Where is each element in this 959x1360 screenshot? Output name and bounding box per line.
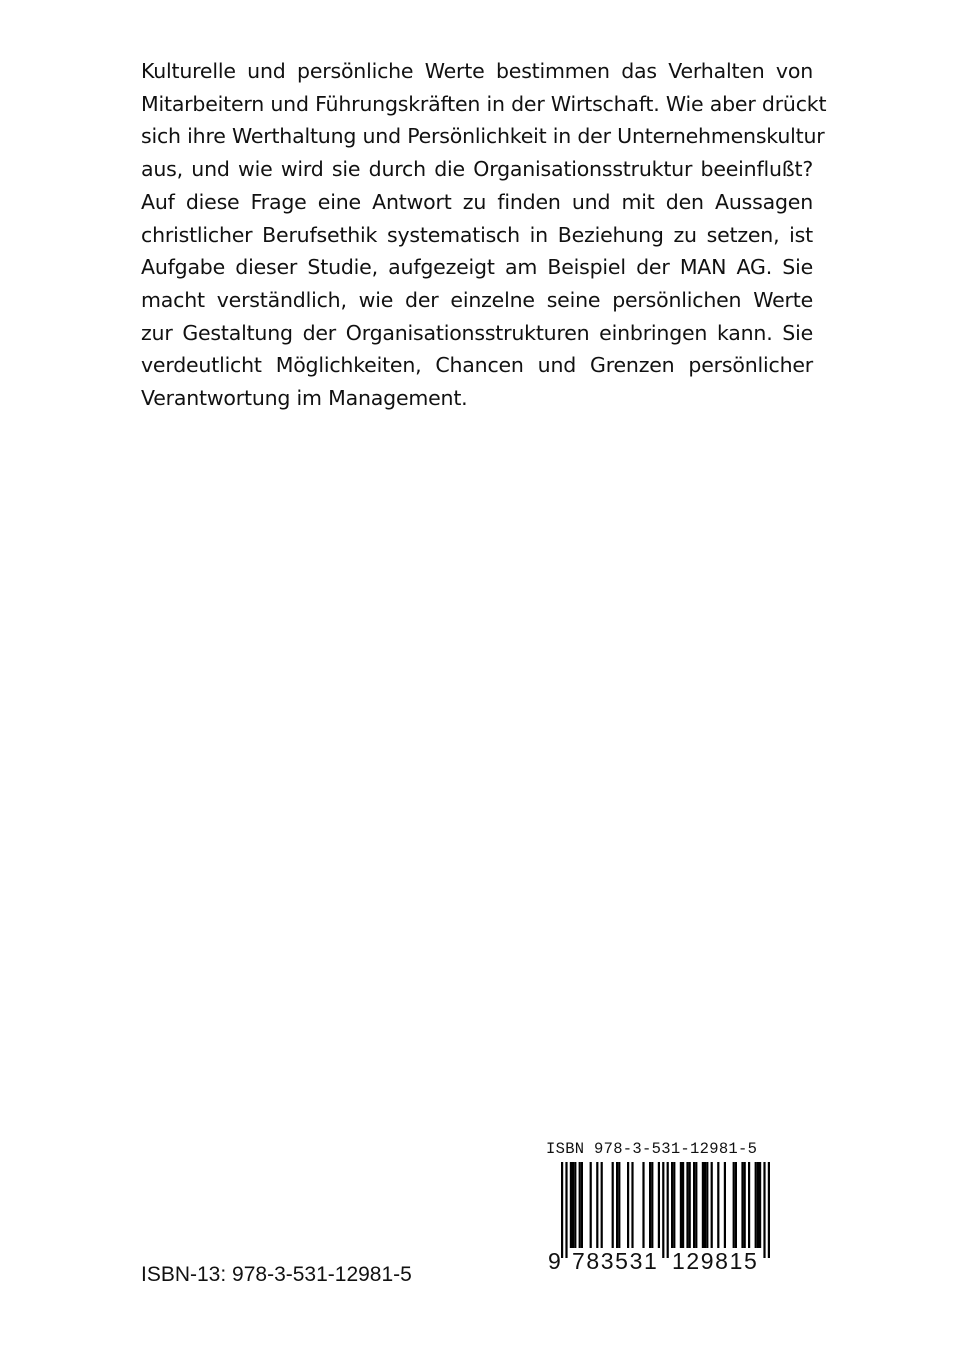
blurb-line: Aufgabe dieser Studie, aufgezeigt am Beispiel der MAN AG. Sie (141, 255, 813, 280)
barcode-bar (631, 1162, 633, 1248)
barcode-bar (570, 1162, 572, 1248)
barcode-bar (768, 1162, 770, 1258)
barcode-bar (662, 1162, 664, 1258)
barcode-bar (642, 1162, 644, 1248)
barcode-bar (759, 1162, 761, 1248)
barcode-bar (590, 1162, 592, 1248)
barcode-bar (693, 1162, 695, 1248)
barcode-bar (695, 1162, 697, 1248)
barcode-bar (649, 1162, 651, 1248)
blurb-line: Mitarbeitern und Führungskräften in der Wirtschaft. Wie aber drückt (141, 91, 827, 116)
barcode-bar (757, 1162, 759, 1248)
barcode-bar (572, 1162, 574, 1248)
blurb-text (141, 55, 827, 415)
barcode-bar (706, 1162, 708, 1248)
barcode-left-digits: 783531 (572, 1248, 659, 1274)
barcode-bar (618, 1162, 620, 1248)
barcode-bar (596, 1162, 598, 1248)
barcode-bar (627, 1162, 629, 1248)
barcode-bar (651, 1162, 653, 1248)
barcode-bar (671, 1162, 673, 1248)
barcode-bar (667, 1162, 669, 1258)
barcode-bar (702, 1162, 704, 1248)
barcode-first-digit: 9 (548, 1248, 561, 1274)
barcode-bar (601, 1162, 603, 1248)
blurb-line: verdeutlicht Möglichkeiten, Chancen und Grenzen persönlicher (141, 353, 813, 378)
blurb-line: Kulturelle und persönliche Werte bestimmen das Verhalten von (141, 59, 813, 83)
barcode-bar (686, 1162, 688, 1248)
barcode-bar (682, 1162, 684, 1248)
barcode (538, 1138, 798, 1278)
blurb-line: zur Gestaltung der Organisationsstrukturen einbringen kann. Sie (141, 320, 813, 345)
isbn-13-label: ISBN-13: 978-3-531-12981-5 (141, 1263, 412, 1286)
barcode-bar (574, 1162, 576, 1248)
barcode-bar (658, 1162, 660, 1248)
barcode-bar (711, 1162, 713, 1248)
barcode-bar (717, 1162, 719, 1248)
blurb-line: Verantwortung im Management. (141, 386, 468, 411)
barcode-bar (561, 1162, 563, 1258)
barcode-bar (755, 1162, 757, 1248)
barcode-bar (744, 1162, 746, 1248)
blurb-line: sich ihre Werthaltung und Persönlichkeit in der Unternehmenskultur (141, 124, 825, 149)
barcode-bar (724, 1162, 726, 1248)
blurb-line: christlicher Berufsethik systematisch in Beziehung zu setzen, ist (141, 222, 813, 247)
barcode-right-digits: 129815 (672, 1248, 759, 1274)
barcode-bar (733, 1162, 735, 1248)
barcode-bar (748, 1162, 750, 1248)
barcode-bar (581, 1162, 583, 1248)
barcode-bar (735, 1162, 737, 1248)
barcode-bar (616, 1162, 618, 1248)
blurb-line: aus, und wie wird sie durch die Organisationsstruktur beeinflußt? (141, 157, 813, 182)
blurb-line: macht verständlich, wie der einzelne seine persönlichen Werte (141, 287, 813, 312)
barcode-bar (680, 1162, 682, 1248)
barcode-bar (763, 1162, 765, 1258)
barcode-bar (704, 1162, 706, 1248)
barcode-bar (741, 1162, 743, 1248)
barcode-bar (673, 1162, 675, 1248)
barcode-bar (579, 1162, 581, 1248)
barcode-isbn-text: ISBN 978-3-531-12981-5 (546, 1140, 758, 1158)
barcode-bar (612, 1162, 614, 1248)
blurb-line: Auf diese Frage eine Antwort zu finden und mit den Aussagen (141, 189, 813, 214)
barcode-bar (689, 1162, 691, 1248)
barcode-bar (565, 1162, 567, 1258)
